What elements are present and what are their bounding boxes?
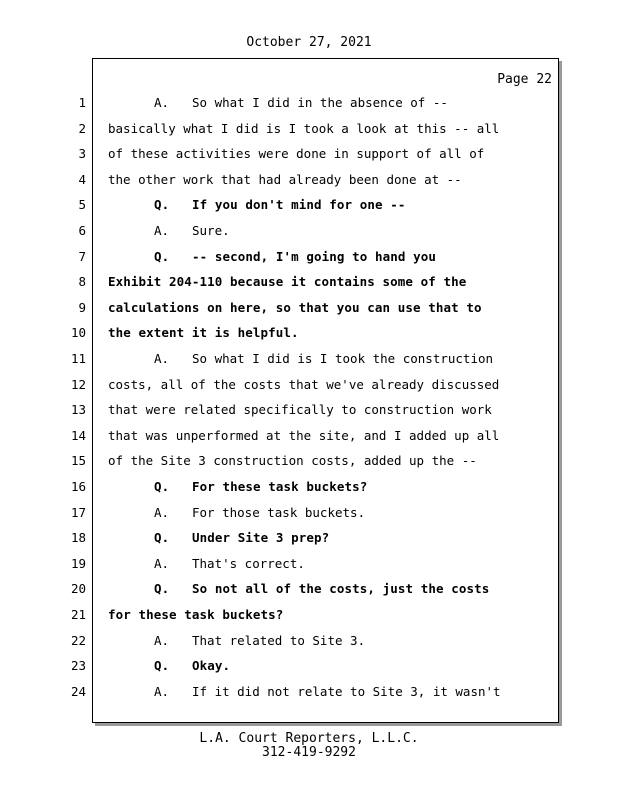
- answer-line: [108, 453, 554, 468]
- footer-company: L.A. Court Reporters, L.L.C.: [199, 731, 419, 746]
- speaker-label: Q.: [154, 658, 170, 673]
- question-line: [108, 658, 600, 673]
- line-number: 21: [70, 607, 86, 622]
- line-number: 9: [78, 300, 86, 315]
- line-text: Sure.: [192, 223, 230, 238]
- answer-line: [108, 146, 554, 161]
- line-number: 7: [78, 249, 86, 264]
- footer: [0, 732, 618, 760]
- line-text: basically what I did is I took a look at this -- all: [108, 121, 500, 136]
- question-line: [108, 479, 600, 494]
- speaker-label: A.: [154, 556, 170, 571]
- line-number: 23: [70, 658, 86, 673]
- line-text: So what I did is I took the construction: [192, 351, 494, 366]
- page-number: Page 22: [497, 72, 552, 87]
- answer-line: [108, 633, 600, 648]
- line-text: Exhibit 204-110 because it contains some of the: [108, 274, 467, 289]
- line-number: 13: [70, 402, 86, 417]
- speaker-label: Q.: [154, 197, 170, 212]
- line-number: 10: [70, 325, 86, 340]
- line-number: 1: [78, 95, 86, 110]
- line-text: So not all of the costs, just the costs: [192, 581, 490, 596]
- line-number: 4: [78, 172, 86, 187]
- line-text: that were related specifically to construction work: [108, 402, 492, 417]
- footer-phone: 312-419-9292: [262, 745, 356, 760]
- line-text: For these task buckets?: [192, 479, 368, 494]
- line-text: calculations on here, so that you can use that to: [108, 300, 482, 315]
- line-text: of the Site 3 construction costs, added up the --: [108, 453, 477, 468]
- speaker-label: A.: [154, 351, 170, 366]
- line-text: of these activities were done in support of all of: [108, 146, 485, 161]
- speaker-label: A.: [154, 223, 170, 238]
- line-number: 11: [70, 351, 86, 366]
- line-number: 5: [78, 197, 86, 212]
- line-text: costs, all of the costs that we've already discussed: [108, 377, 500, 392]
- line-text: If it did not relate to Site 3, it wasn't: [192, 684, 501, 699]
- line-text: that was unperformed at the site, and I added up all: [108, 428, 500, 443]
- line-number: 17: [70, 505, 86, 520]
- answer-line: [108, 402, 554, 417]
- line-text: If you don't mind for one --: [192, 197, 406, 212]
- line-text: So what I did in the absence of --: [192, 95, 448, 110]
- answer-line: [108, 684, 600, 699]
- line-number: 2: [78, 121, 86, 136]
- question-line: [108, 197, 600, 212]
- speaker-label: Q.: [154, 479, 170, 494]
- answer-line: [108, 505, 600, 520]
- question-line: [108, 249, 600, 264]
- line-text: That related to Site 3.: [192, 633, 366, 648]
- question-line: [108, 530, 600, 545]
- header-date: October 27, 2021: [246, 35, 372, 50]
- speaker-label: A.: [154, 684, 170, 699]
- speaker-label: A.: [154, 633, 170, 648]
- line-text: Okay.: [192, 658, 231, 673]
- line-text: the other work that had already been done at --: [108, 172, 462, 187]
- line-number: 24: [70, 684, 86, 699]
- speaker-label: Q.: [154, 249, 170, 264]
- line-number: 19: [70, 556, 86, 571]
- line-text: That's correct.: [192, 556, 305, 571]
- question-line: [108, 300, 554, 315]
- speaker-label: A.: [154, 505, 170, 520]
- answer-line: [108, 95, 600, 110]
- line-number: 15: [70, 453, 86, 468]
- line-number: 22: [70, 633, 86, 648]
- answer-line: [108, 223, 600, 238]
- line-number: 3: [78, 146, 86, 161]
- answer-line: [108, 428, 554, 443]
- answer-line: [108, 172, 554, 187]
- question-line: [108, 607, 554, 622]
- question-line: [108, 325, 554, 340]
- speaker-label: Q.: [154, 581, 170, 596]
- answer-line: [108, 556, 600, 571]
- speaker-label: A.: [154, 95, 170, 110]
- question-line: [108, 274, 554, 289]
- line-text: For those task buckets.: [192, 505, 366, 520]
- answer-line: [108, 351, 600, 366]
- line-text: -- second, I'm going to hand you: [192, 249, 437, 264]
- line-number: 12: [70, 377, 86, 392]
- line-number: 20: [70, 581, 86, 596]
- line-text: for these task buckets?: [108, 607, 284, 622]
- line-number: 16: [70, 479, 86, 494]
- line-number: 8: [78, 274, 86, 289]
- line-text: the extent it is helpful.: [108, 325, 299, 340]
- line-number: 14: [70, 428, 86, 443]
- line-text: Under Site 3 prep?: [192, 530, 330, 545]
- line-number: 18: [70, 530, 86, 545]
- speaker-label: Q.: [154, 530, 170, 545]
- answer-line: [108, 121, 554, 136]
- line-number: 6: [78, 223, 86, 238]
- question-line: [108, 581, 600, 596]
- answer-line: [108, 377, 554, 392]
